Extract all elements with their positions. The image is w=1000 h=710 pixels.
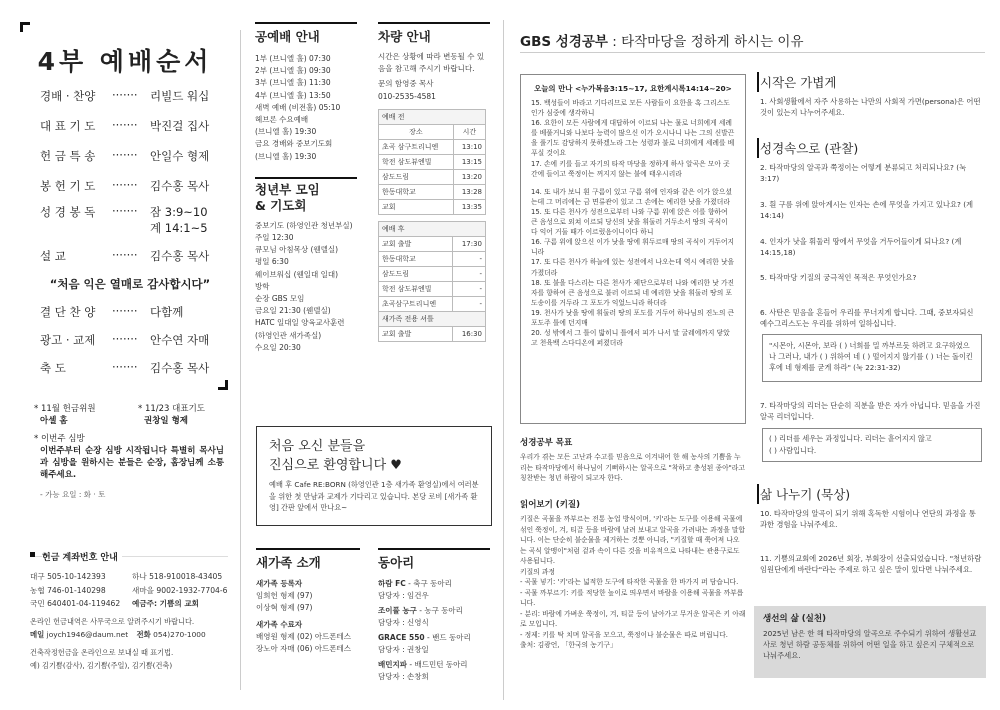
fill-blank-box-2: ( ) 리더를 세우는 과정입니다. 리더는 흩어지지 않고 ( ) 사람입니다.	[762, 428, 982, 462]
question-3: 3. 흰 구름 위에 앉아계시는 인자는 손에 무엇을 가지고 있나요? (계14:14)	[760, 200, 974, 220]
question-5: 5. 타작마당 키질의 궁극적인 목적은 무엇인가요?	[760, 273, 917, 282]
order-row: 광고 · 교제 ······· 안수연 자매	[40, 332, 210, 347]
worship-order-column	[20, 22, 230, 702]
order-row: 봉 헌 기 도 ······· 김수홍 목사	[40, 178, 210, 193]
order-row: 결 단 찬 양 ······· 다함께	[40, 304, 184, 319]
shuttle-title: 차량 안내	[378, 22, 490, 45]
shuttle-after-table: 예배 후 교회 출발 17:30 한동대학교 - 삼도드림 - 학전 삼도뷰엔빌 - 초곡삼구트리니엔 - 새가족 전용 셔틀 교회 출발 16:30	[378, 221, 486, 342]
section-observation: 성경속으로 (관찰)	[760, 141, 859, 156]
table-row: 초곡삼구트리니엔 -	[379, 296, 486, 311]
table-row: 삼도드림 -	[379, 266, 486, 281]
section-marker	[757, 138, 759, 158]
order-row: 성 경 봉 독 ······· 잠 3:9~10 계 14:1~5	[40, 204, 208, 235]
section-warmup: 시작은 가볍게	[760, 75, 837, 90]
heart-icon: ♥	[390, 458, 402, 473]
notice-visit: * 이번주 심방 이번주부터 순장 심방 시작됩니다 특별히 목사님과 심방을 원하시는 분들은 순장, 홈장님께 소통해주세요. - 가능 요일 : 화 · 토	[34, 434, 224, 499]
order-row: 헌 금 특 송 ······· 안일수 형제	[40, 148, 210, 163]
account-list: 대구 505-10-142393 하나 518-910018-43405 농협 746-01-140298 새마을 9002-1932-7704-6 국민 640401-04-119462 예금주: 기쁨의 교회 온라인 헌금내역은 사무국으로 알려주시기 바랍니다. 메일 joych1946@daum.net 전화 054)270-1000 건축작정헌금을 온라인으로 보내실 때 표기법. 예) 김기쁨(감사), 김기쁨(주일), 김기쁨(건축)	[30, 572, 228, 670]
sermon-title: “처음 익은 열매로 감사합시다”	[49, 277, 211, 291]
account-title: 헌금 계좌번호 안내	[42, 550, 122, 563]
table-row: 한동대학교 13:28	[379, 184, 486, 199]
new-family-section: 새가족 소개 새가족 등록자 임희헌 형제 (97) 이상혁 형제 (97) 새가족 수료자 배영원 형제 (02) 아드폰테스 장노아 자매 (06) 아드폰테스	[256, 548, 360, 655]
schedule-column	[255, 22, 357, 354]
corner-mark	[20, 22, 30, 32]
phone-number: 054)270-1000	[153, 630, 206, 639]
table-row: 학전 삼도뷰엔빌 -	[379, 281, 486, 296]
order-row: 경배 · 찬양 ······· 리빌드 워십	[40, 88, 210, 103]
section-marker	[757, 72, 759, 92]
reading-section: 읽어보기 (키질) 키질은 곡물을 까부르는 전통 농업 방식이며, '키'라는 도구를 이용해 곡물에 섞인 쭉정이, 겨, 티끌 등을 바람에 날려 보내고 알곡을 가려내는 과정을 말합니다. 이는 단순히 불순물을 제거하는 것뿐 아니라, "키질할 때 쭉어져 나오는 곡식 알맹이"처럼 겉과 속이 다른 것을 비유적으로 나타내는 관용구로도 사용됩니다. 키질의 과정 - 곡물 넣기: '키'라는 넓적한 도구에 타작한 곡물을 한 바가지 퍼 담습니다. - 곡물 까부르기: 키를 적당한 높이로 띄우면서 바람을 이용해 곡물을 까부릅니다. - 분리: 바람에 가벼운 쭉정이, 겨, 티끌 등이 날아가고 무거운 알곡은 키 아래로 모입니다. - 정제: 키를 탁 치며 알곡을 모으고, 쭉정이나 불순물은 따로 버립니다. 출처: 김광언, 「한국의 농기구」	[520, 500, 746, 649]
question-10: 10. 타작마당의 알곡이 되기 위해 혹독한 시험이나 연단의 과정을 통과한 경험을 나눠주세요.	[760, 509, 976, 529]
fold-divider	[503, 20, 504, 700]
table-row: 한동대학교 -	[379, 251, 486, 266]
worship-schedule-list: 1부 (브니엘 홀) 07:30 2부 (브니엘 홀) 09:30 3부 (브니엘 홀) 11:30 4부 (브니엘 홀) 13:50 새벽 예배 (비전홀) 05:10 헤브론 수요예배 (브니엘 홀) 19:30 금요 경배와 중보기도회 (브니엘 홀) 19:30	[255, 54, 341, 161]
section-marker	[757, 484, 759, 504]
question-2: 2. 타작마당의 알곡과 쭉정이는 어떻게 분류되고 처리되나요? (눅 3:17)	[760, 163, 967, 183]
table-row: 교회 출발 17:30	[379, 236, 486, 251]
table-row: 학전 삼도뷰엔빌 13:15	[379, 154, 486, 169]
practice-box: 생선의 삶 (실천) 2025년 남은 한 해 타작마당의 알곡으로 주수되기 위하여 생활선교사로 청년 하람 공동체를 위하여 어떤 일을 하고 싶은지 구체적으로 나눠주세요.	[754, 606, 986, 678]
shuttle-column: 차량 안내 시간은 상황에 따라 변동될 수 있음을 참고해 주시기 바랍니다. 문의 함영중 목사 010-2535-4581 예배 전 장소 시간 초곡 삼구트리니엔 13:10 학전 삼도뷰엔빌 13:15 삼도드림 13:20 한동대학교 13:28 교회 13:35 예배 후 교회 출발 17:30 한동대학교 - 삼도드림 - 학전 삼도뷰엔빌 - 초곡삼구트리니엔 - 새가족 전용 셔틀 교회 출발 16:30	[378, 22, 490, 342]
order-row: 설 교 ······· 김수홍 목사	[40, 248, 210, 263]
scripture-box: 오늘의 만나 <누가복음3:15~17, 요한계시록14:14~20> 15. 백성들이 바라고 기다리므로 모든 사람들이 요한을 혹 그리스도인가 심중에 생각하니 16. 요한이 모든 사람에게 대답하여 이르되 나는 물로 너희에게 세례를 베풀거니와 나보다 능력이 많으신 이가 오시나니 나는 그의 신발끈을 풀기도 감당하지 못하겠노라 그는 성령과 불로 너희에게 세례를 베푸실 것이요 17. 손에 키를 들고 자기의 타작 마당을 정하게 하사 알곡은 모아 곳간에 들이고 쭉정이는 꺼지지 않는 불에 태우시리라 14. 또 내가 보니 흰 구름이 있고 구름 위에 인자와 같은 이가 앉으셨는데 그 머리에는 금 면류관이 있고 그 손에는 예리한 낫을 가졌더라 15. 또 다른 천사가 성전으로부터 나와 구름 위에 앉은 이를 향하여 큰 음성으로 외쳐 이르되 당신의 낫을 휘둘러 거두소서 땅의 곡식이 다 익어 거둘 때가 이르렀음이니이다 하니 16. 구름 위에 앉으신 이가 낫을 땅에 휘두르매 땅의 곡식이 거두어지니라 17. 또 다른 천사가 하늘에 있는 성전에서 나오는데 역시 예리한 낫을 가졌더라 18. 또 불을 다스리는 다른 천사가 제단으로부터 나와 예리한 낫 가진 자를 향하여 큰 음성으로 불러 이르되 네 예리한 낫을 휘둘러 땅의 포도송이를 거두라 그 포도가 익었느니라 하더라 19. 천사가 낫을 땅에 휘둘러 땅의 포도를 거두어 하나님의 진노의 큰 포도주 틀에 던지매 20. 성 밖에서 그 틀이 밟히니 틀에서 피가 나서 말 굴레에까지 닿았고 천육백 스다디온에 퍼졌더라	[520, 74, 746, 424]
order-row: 대 표 기 도 ······· 박진걸 집사	[40, 118, 210, 133]
order-row: 축 도 ······· 김수홍 목사	[40, 360, 210, 375]
shuttle-contact: 010-2535-4581	[378, 91, 436, 101]
bullet-square	[30, 552, 35, 557]
welcome-box: 처음 오신 분들을 진심으로 환영합니다 ♥ 예배 후 Cafe RE:BORN (하영인관 1층 새가족 환영실)에서 여러분을 위한 첫 만남과 교제가 기다리고 있습니다. 본당 로비 [새가족 환영] 간판 앞에서 만나요~	[256, 426, 492, 526]
column-divider	[240, 30, 241, 690]
shuttle-before-table: 예배 전 장소 시간 초곡 삼구트리니엔 13:10 학전 삼도뷰엔빌 13:15 삼도드림 13:20 한동대학교 13:28 교회 13:35	[378, 109, 486, 215]
youth-meeting-title: 청년부 모임 & 기도회	[255, 177, 357, 214]
table-row: 초곡 삼구트리니엔 13:10	[379, 139, 486, 154]
worship-schedule-title: 공예배 안내	[255, 22, 357, 45]
gbs-title: GBS 성경공부 : 타작마당을 정하게 하시는 이유	[520, 34, 804, 50]
title-underline	[520, 52, 985, 53]
study-goal: 성경공부 목표 우리가 겪는 모든 고난과 수고를 믿음으로 이겨내어 한 해 농사의 기쁨을 누리는 타작마당에서 하나님이 기뻐하시는 알곡으로 "착하고 충성된 종아"라고 칭찬받는 청년 하람이 되고자 한다.	[520, 438, 745, 482]
question-6: 6. 사탄은 믿음을 흔들어 우리를 무너지게 합니다. 그때, 중보자되신 예수그리스도는 우리를 위하여 일하십니다.	[760, 308, 974, 328]
corner-mark	[218, 380, 228, 390]
question-11: 11. 기쁨의교회에 2026년 회장, 부회장이 선출되었습니다. "청년하람 임원단에게 바란다"라는 주제로 하고 싶은 말이 있다면 나눠주세요.	[760, 554, 982, 574]
mail-link[interactable]: joych1946@daum.net	[46, 630, 129, 639]
fill-blank-box: "시몬아, 시몬아, 보라 ( ) 너희를 밀 까부르듯 하려고 요구하였으나 그러나, 내가 ( ) 위하여 네 ( ) 떨어지지 않기를 ( ) 너는 돌이킨 후에 네 형제를 굳게 하라" (눅 22:31-32)	[762, 334, 982, 382]
question-1: 1. 사회생활에서 자주 사용하는 나만의 사회적 가면(persona)은 어떤 것이 있는지 나누어주세요.	[760, 97, 981, 117]
table-row: 교회 13:35	[379, 199, 486, 214]
notice-offering: * 11월 헌금위원 아셀 홈	[34, 404, 96, 426]
section-sharing: 삶 나누기 (묵상)	[760, 487, 851, 502]
notice-prayer: * 11/23 대표기도 권창일 형제	[138, 404, 205, 426]
clubs-section: 동아리 하람 FC - 축구 동아리 담당자 : 임건우 조이풀 농구 - 농구 동아리 담당자 : 신영식 GRACE 550 - 밴드 동아리 담당자 : 권창일 배민지파 - 배드민턴 동아리 담당자 : 손창희	[378, 548, 490, 682]
youth-meeting-list: 중보기도 (하영인관 청년부실) 주일 12:30 큐모님 아침목상 (웬델실) 평일 6:30 웨이브워십 (웬일대 일대) 방학 순장 GBS 모임 금요일 21:30 (웬델실) HATC 일대일 양육교사훈련 (하영인관 새가족실) 수요일 20:30	[255, 220, 353, 352]
table-row: 삼도드림 13:20	[379, 169, 486, 184]
question-7: 7. 타작마당의 리더는 단순히 직분을 받은 자가 아닙니다. 믿음을 가진 알곡 리더입니다.	[760, 401, 981, 421]
table-row: 교회 출발 16:30	[379, 326, 486, 341]
shuttle-notice: 시간은 상황에 따라 변동될 수 있음을 참고해 주시기 바랍니다.	[378, 52, 485, 74]
question-4: 4. 인자가 낫을 휘둘러 땅에서 무엇을 거두어들이게 되나요? (계14:15,18)	[760, 237, 962, 257]
page-title: 4부 예배순서	[37, 47, 213, 76]
